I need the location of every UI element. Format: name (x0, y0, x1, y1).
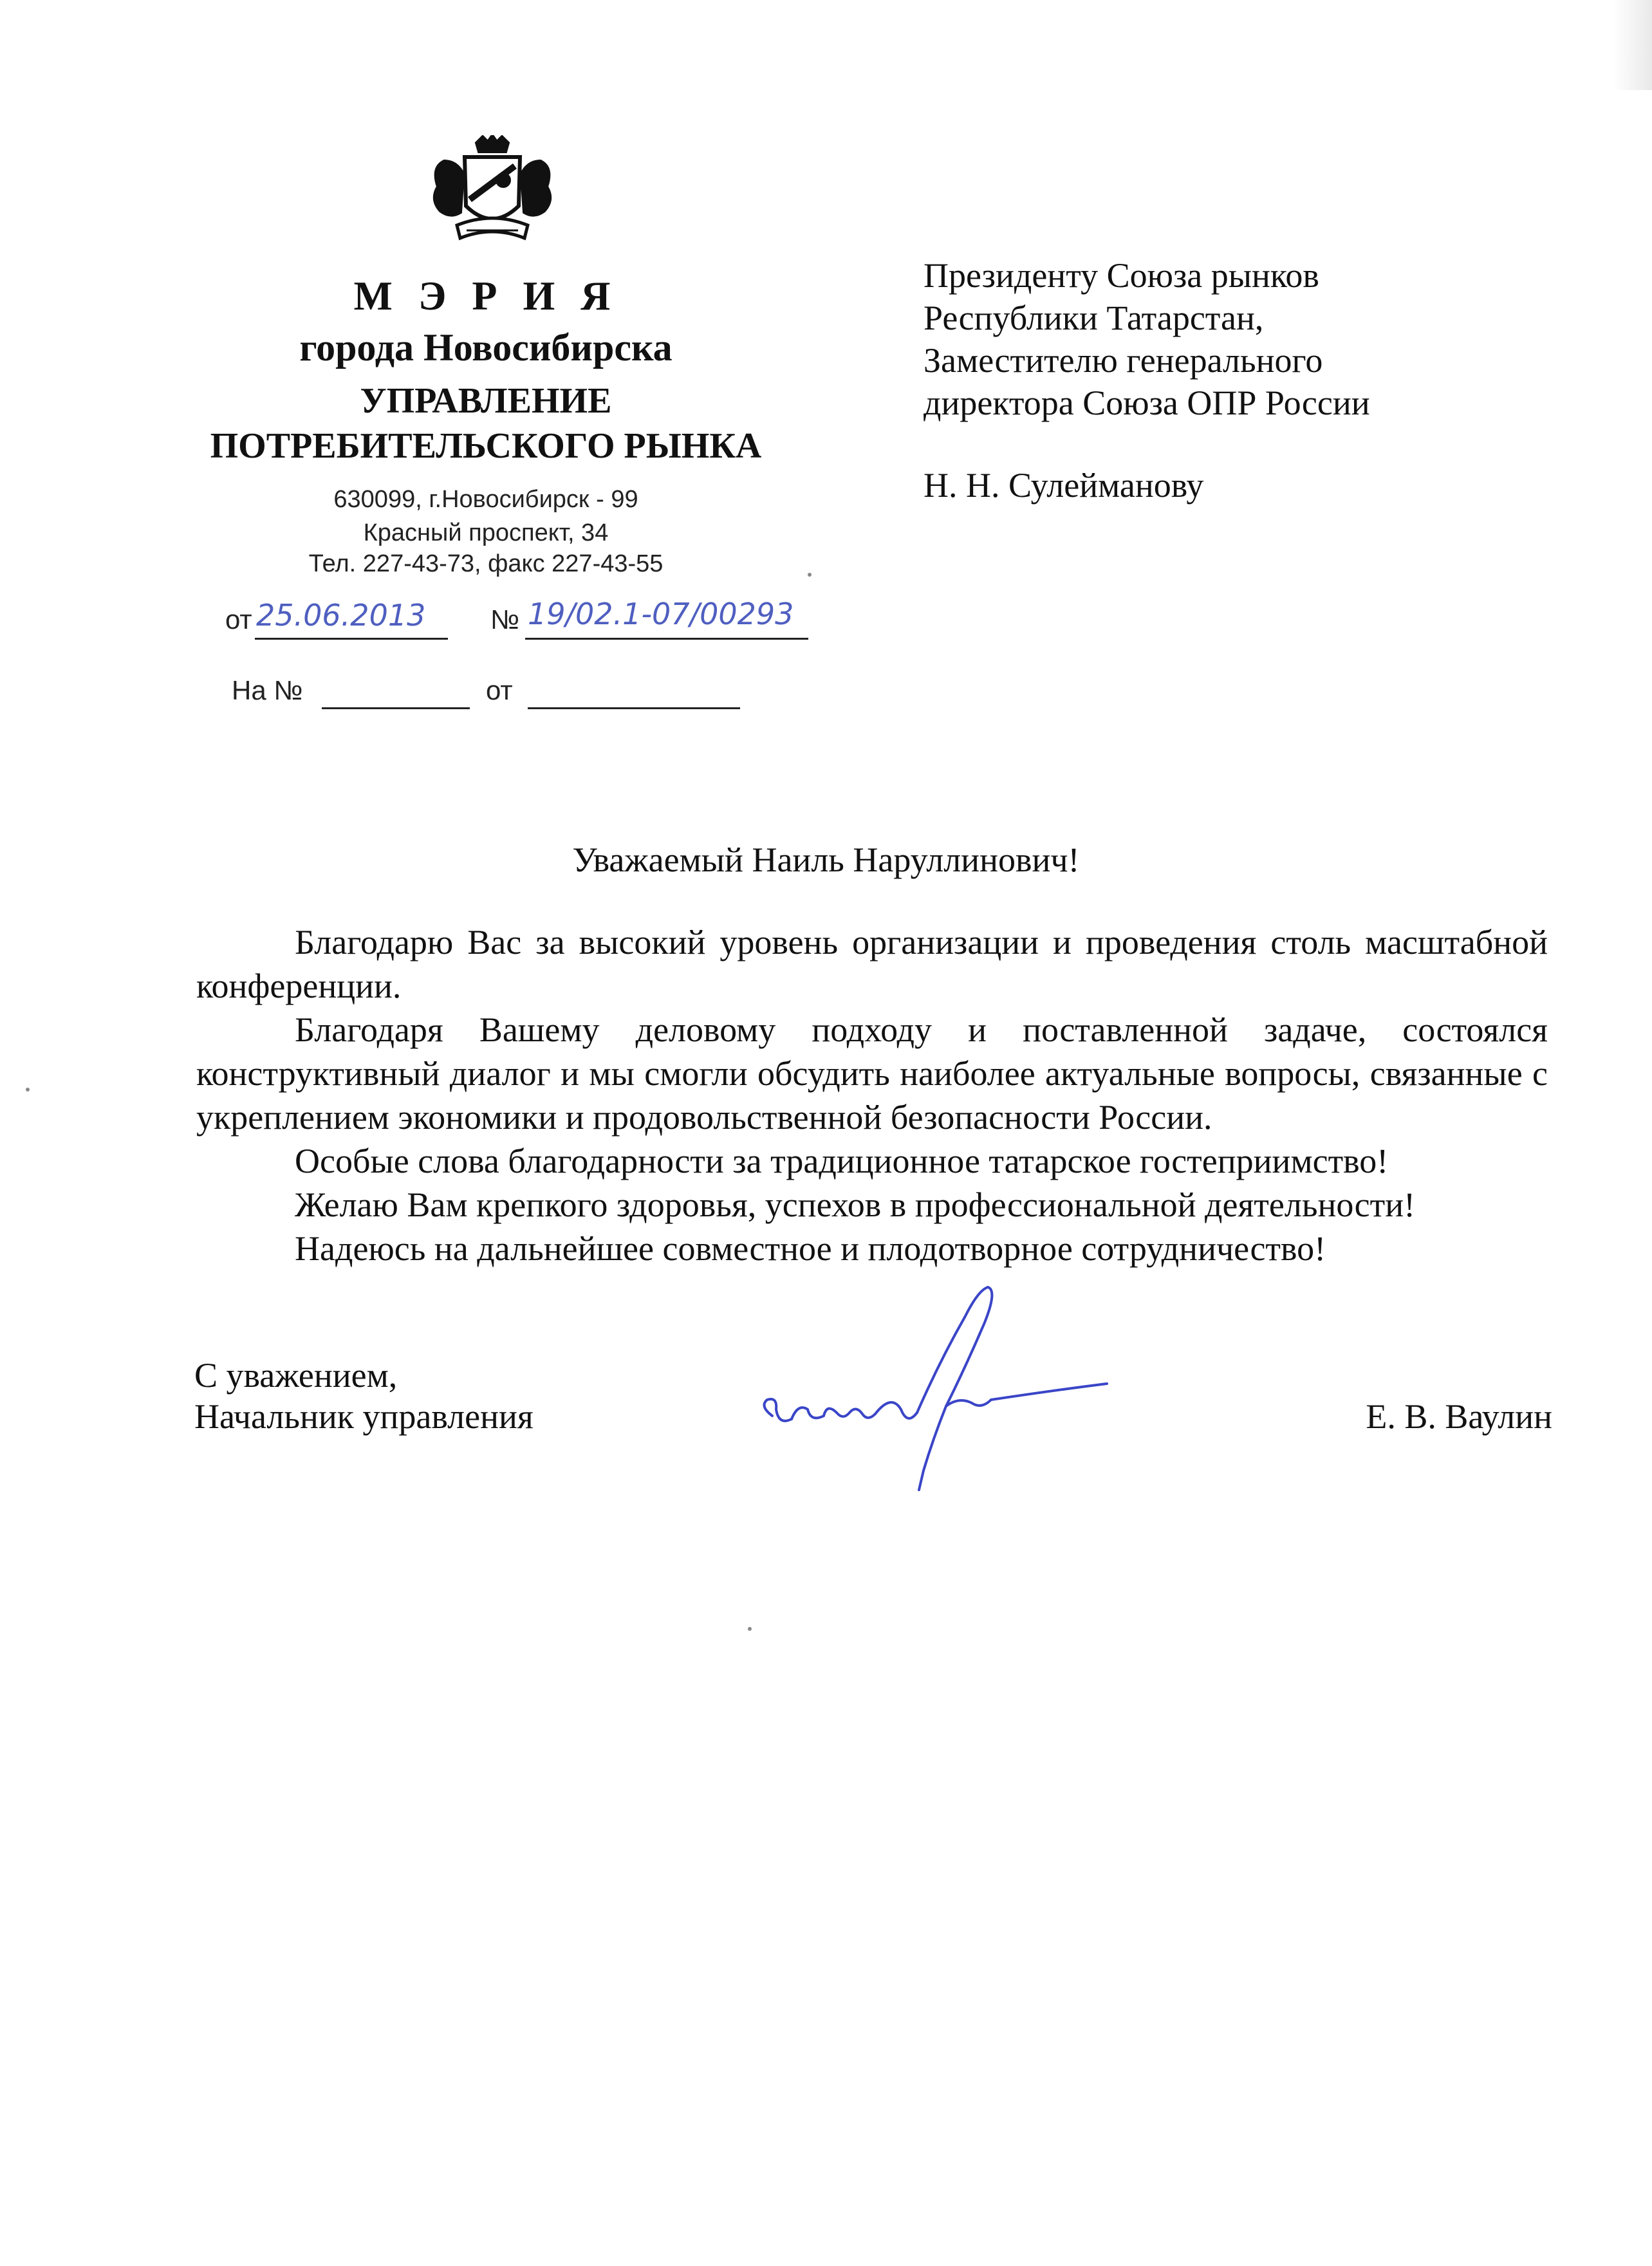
closing-block (194, 1355, 534, 1437)
phone-line: Тел. 227-43-73, факс 227-43-55 (308, 550, 664, 577)
scan-speck (748, 1627, 752, 1631)
addressee-line3-right: генерального (1126, 341, 1323, 380)
scan-speck (26, 1088, 30, 1091)
body-paragraph-2: Благодаря Вашему деловому подходу и поставленной задаче, состоялся конструктивный диалог и мы смогли обсудить наиболее актуальные вопросы, связанные с укреплением экономики и продовольственной безопасности России. (196, 1010, 1548, 1137)
addressee-line4: директора Союза ОПР России (923, 384, 1370, 422)
body-paragraph-4: Желаю Вам крепкого здоровья, успехов в профессиональной деятельности! (295, 1185, 1416, 1224)
closing-regards: С уважением, (194, 1356, 398, 1395)
number-handwritten: 19/02.1-07/00293 (528, 597, 794, 631)
body-paragraph-3: Особые слова благодарности за традиционное татарское гостеприимство! (295, 1142, 1389, 1180)
number-label: № (490, 604, 520, 635)
signer-name: Е. В. Ваулин (1366, 1397, 1552, 1436)
department-line2: ПОТРЕБИТЕЛЬСКОГО РЫНКА (210, 426, 762, 466)
address-line2: Красный проспект, 34 (363, 519, 609, 546)
body-paragraph-1: Благодарю Вас за высокий уровень организации и проведения столь масштабной конференции. (196, 923, 1548, 1005)
date-handwritten: 25.06.2013 (256, 598, 426, 633)
letter-body (196, 920, 1548, 1270)
date-label: от (225, 604, 252, 635)
addressee-block (923, 254, 1525, 506)
reply-date-line (528, 707, 740, 709)
addressee-line2: Республики Татарстан, (923, 299, 1264, 337)
scan-edge-shadow (1613, 0, 1652, 90)
reply-date-label: от (486, 675, 513, 705)
address-line1: 630099, г.Новосибирск - 99 (333, 486, 638, 513)
body-paragraph-5: Надеюсь на дальнейшее совместное и плодотворное сотрудничество! (295, 1229, 1326, 1268)
salutation: Уважаемый Наиль Наруллинович! (572, 840, 1080, 879)
registration-row (225, 597, 837, 640)
number-underline (525, 638, 808, 640)
reply-number-label: На № (232, 675, 303, 705)
signer-position: Начальник управления (194, 1397, 534, 1436)
city-name: города Новосибирска (299, 326, 673, 369)
recipient-name: Н. Н. Сулейманову (923, 466, 1204, 505)
addressee-line3-left: Заместителю (923, 341, 1118, 380)
reply-row (225, 673, 837, 711)
department-line1: УПРАВЛЕНИЕ (360, 381, 612, 421)
addressee-line3 (923, 339, 1525, 382)
reply-number-line (322, 707, 470, 709)
coat-of-arms-icon (418, 135, 566, 250)
signature-icon (753, 1277, 1113, 1500)
scan-speck (808, 573, 812, 577)
date-underline (255, 638, 448, 640)
addressee-line1: Президенту Союза рынков (923, 256, 1319, 295)
organization-title: М Э Р И Я (353, 273, 618, 319)
